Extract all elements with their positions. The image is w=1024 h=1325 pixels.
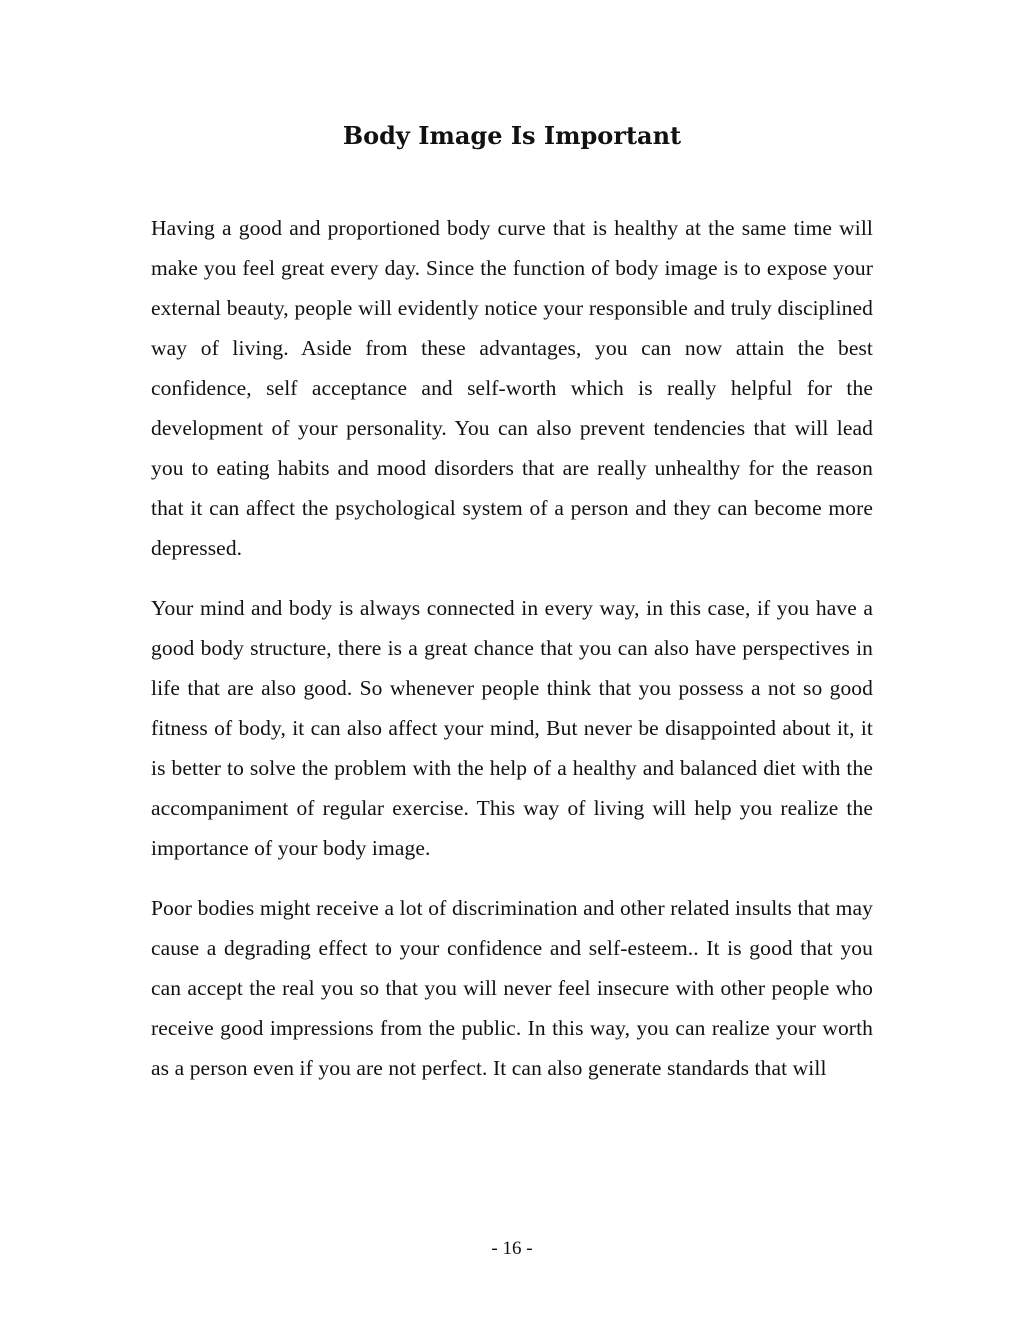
paragraph-3: Poor bodies might receive a lot of discrimination and other related insults that may cause a degrading effect to your confidence and self-esteem.. It is good that you can accept the real you so that you will never feel insecure with other people who receive good impressions from the public. In this way, you can realize your worth as a person even if you are not perfect. It can also generate standards that will	[151, 896, 873, 1080]
paragraph-2: Your mind and body is always connected in every way, in this case, if you have a good body structure, there is a great chance that you can also have perspectives in life that are also good. So whenever people think that you possess a not so good fitness of body, it can also affect your mind, But never be disappointed about it, it is better to solve the problem with the help of a healthy and balanced diet with the accompaniment of regular exercise. This way of living will help you realize the importance of your body image.	[151, 596, 873, 860]
body-text	[151, 208, 873, 1108]
paragraph-1: Having a good and proportioned body curve that is healthy at the same time will make you feel great every day. Since the function of body image is to expose your external beauty, people will evidently notice your responsible and truly disciplined way of living. Aside from these advantages, you can now attain the best confidence, self acceptance and self-worth which is really helpful for the development of your personality. You can also prevent tendencies that will lead you to eating habits and mood disorders that are really unhealthy for the reason that it can affect the psychological system of a person and they can become more depressed.	[151, 216, 873, 560]
page-number: - 16 -	[491, 1238, 533, 1259]
page-title: Body Image Is Important	[342, 121, 682, 150]
